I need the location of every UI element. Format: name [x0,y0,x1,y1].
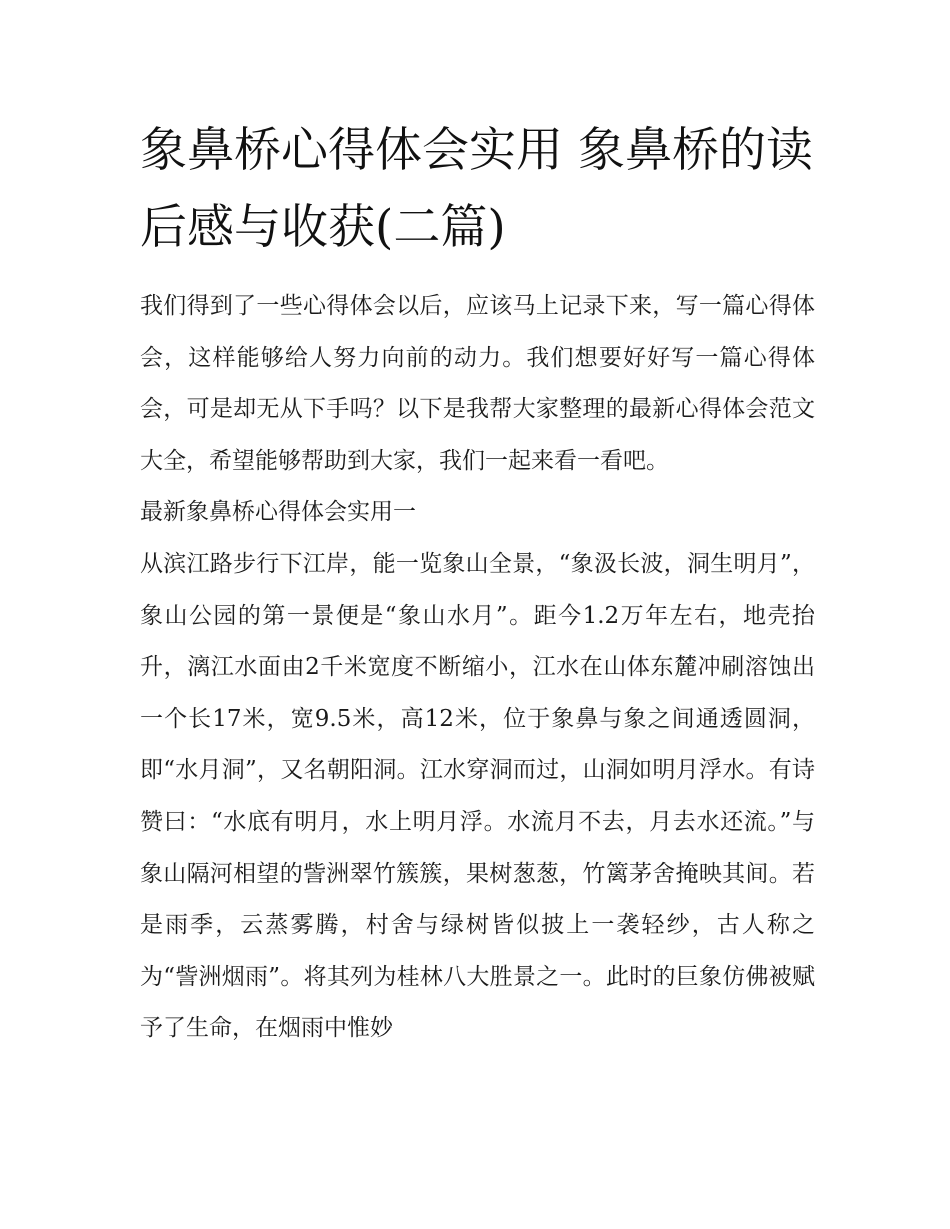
intro-paragraph: 我们得到了一些心得体会以后，应该马上记录下来，写一篇心得体会，这样能够给人努力向前的动力。我们想要好好写一篇心得体会，可是却无从下手吗？以下是我帮大家整理的最新心得体会范文大全，希望能够帮助到大家，我们一起来看一看吧。 [140,293,815,474]
document-title: 象鼻桥心得体会实用 象鼻桥的读后感与收获(二篇) [140,123,813,255]
section-heading: 最新象鼻桥心得体会实用一 [140,499,416,526]
document-content [140,112,815,1055]
body-paragraph: 从滨江路步行下江岸，能一览象山全景，“象汲长波，洞生明月”，象山公园的第一景便是“象山水月”。距今1.2万年左右，地壳抬升，漓江水面由2千米宽度不断缩小，江水在山体东麓冲刷溶蚀出一个长17米，宽9.5米，高12米，位于象鼻与象之间通透圆洞，即“水月洞”，又名朝阳洞。江水穿洞而过，山洞如明月浮水。有诗赞曰：“水底有明月，水上明月浮。水流月不去，月去水还流。”与象山隔河相望的訾洲翠竹簇簇，果树葱葱，竹篱茅舍掩映其间。若是雨季，云蒸雾腾，村舍与绿树皆似披上一袭轻纱，古人称之为“訾洲烟雨”。将其列为桂林八大胜景之一。此时的巨象仿佛被赋予了生命，在烟雨中惟妙 [140,550,815,1042]
